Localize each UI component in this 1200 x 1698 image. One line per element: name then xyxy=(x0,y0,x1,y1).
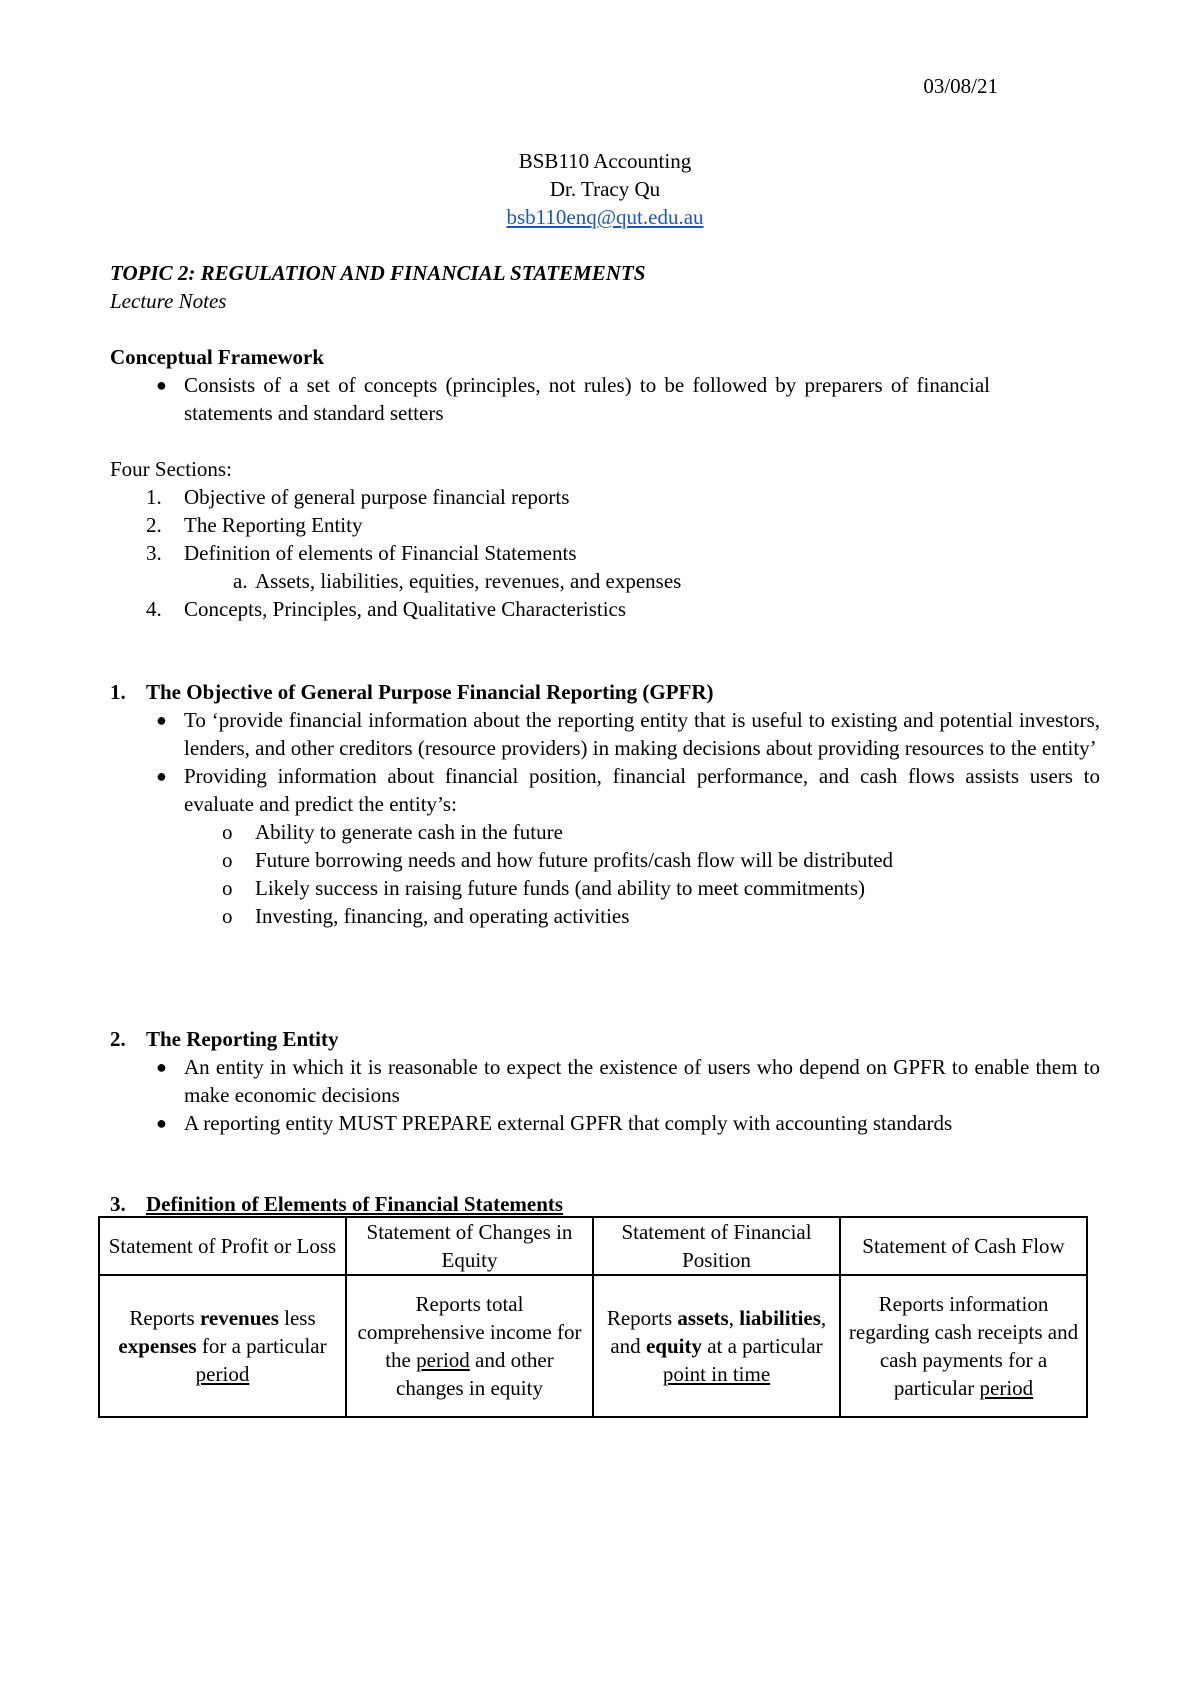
four-sections-block xyxy=(110,455,1100,623)
lecturer-name: Dr. Tracy Qu xyxy=(549,177,661,201)
table-header-cell: Statement of Financial Position xyxy=(593,1217,840,1275)
table-header-row xyxy=(99,1217,1087,1275)
topic-block xyxy=(110,259,1100,315)
four-sections-intro: Four Sections: xyxy=(110,457,232,481)
list-item: ● A reporting entity MUST PREPARE external GPFR that comply with accounting standards xyxy=(156,1111,953,1135)
bullet-icon: ● xyxy=(156,1057,167,1077)
circle-bullet-icon: o xyxy=(222,848,233,872)
conceptual-framework-section xyxy=(110,343,1100,427)
list-item: ● To ‘provide financial information about the reporting entity that is useful to existing and potential investors, lenders, and other creditors (resource providers) in making decisions about providing resources to the entity’ xyxy=(156,708,1100,760)
financial-statements-table xyxy=(98,1216,1088,1418)
section-1-heading: 1. The Objective of General Purpose Financial Reporting (GPFR) xyxy=(110,680,714,704)
list-item: ● An entity in which it is reasonable to expect the existence of users who depend on GPFR to enable them to make economic decisions xyxy=(156,1055,1100,1107)
circle-bullet-icon: o xyxy=(222,876,233,900)
topic-title: TOPIC 2: REGULATION AND FINANCIAL STATEMENTS xyxy=(110,261,646,285)
list-item: 3. Definition of elements of Financial Statements xyxy=(146,541,577,565)
circle-bullet-icon: o xyxy=(222,904,233,928)
section-2 xyxy=(110,1025,1100,1137)
table-header-cell: Statement of Changes in Equity xyxy=(346,1217,593,1275)
circle-bullet-icon: o xyxy=(222,820,233,844)
section-3-heading: 3. Definition of Elements of Financial Statements xyxy=(110,1192,564,1216)
list-item: 1. Objective of general purpose financial reports xyxy=(146,485,570,509)
list-item: ● Consists of a set of concepts (principles, not rules) to be followed by preparers of financial statements and standard setters xyxy=(156,373,990,425)
table-cell-financial-position: Reports assets, liabilities, and equity at a particular point in time xyxy=(593,1275,840,1417)
list-item: a. Assets, liabilities, equities, revenues, and expenses xyxy=(233,569,682,593)
course-name: BSB110 Accounting xyxy=(518,149,692,173)
bullet-icon: ● xyxy=(156,1113,167,1133)
list-item: 4. Concepts, Principles, and Qualitative Characteristics xyxy=(146,597,627,621)
list-item: ● Providing information about financial position, financial performance, and cash flows assists users to evaluate and predict the entity’s: xyxy=(156,764,1100,816)
list-item: o Ability to generate cash in the future xyxy=(222,820,563,844)
document-header xyxy=(110,147,1100,231)
topic-subtitle: Lecture Notes xyxy=(110,289,227,313)
section-1 xyxy=(110,678,1100,930)
list-item: o Investing, financing, and operating activities xyxy=(222,904,630,928)
section-2-heading: 2. The Reporting Entity xyxy=(110,1027,339,1051)
section-3-heading-block xyxy=(110,1190,1100,1218)
document-date: 03/08/21 xyxy=(923,74,998,98)
list-item: 2. The Reporting Entity xyxy=(146,513,363,537)
email-link[interactable]: bsb110enq@qut.edu.au xyxy=(506,205,704,229)
conceptual-framework-heading: Conceptual Framework xyxy=(110,345,325,369)
table-header-cell: Statement of Cash Flow xyxy=(840,1217,1087,1275)
list-item: o Likely success in raising future funds (and ability to meet commitments) xyxy=(222,876,866,900)
bullet-icon: ● xyxy=(156,766,167,786)
table-row xyxy=(99,1275,1087,1417)
table-cell-profit-loss: Reports revenues less expenses for a particular period xyxy=(99,1275,346,1417)
bullet-icon: ● xyxy=(156,710,167,730)
list-item: o Future borrowing needs and how future profits/cash flow will be distributed xyxy=(222,848,894,872)
table-header-cell: Statement of Profit or Loss xyxy=(99,1217,346,1275)
bullet-icon: ● xyxy=(156,375,167,395)
table-cell-cash-flow: Reports information regarding cash receipts and cash payments for a particular period xyxy=(840,1275,1087,1417)
table-cell-changes-equity: Reports total comprehensive income for the period and other changes in equity xyxy=(346,1275,593,1417)
